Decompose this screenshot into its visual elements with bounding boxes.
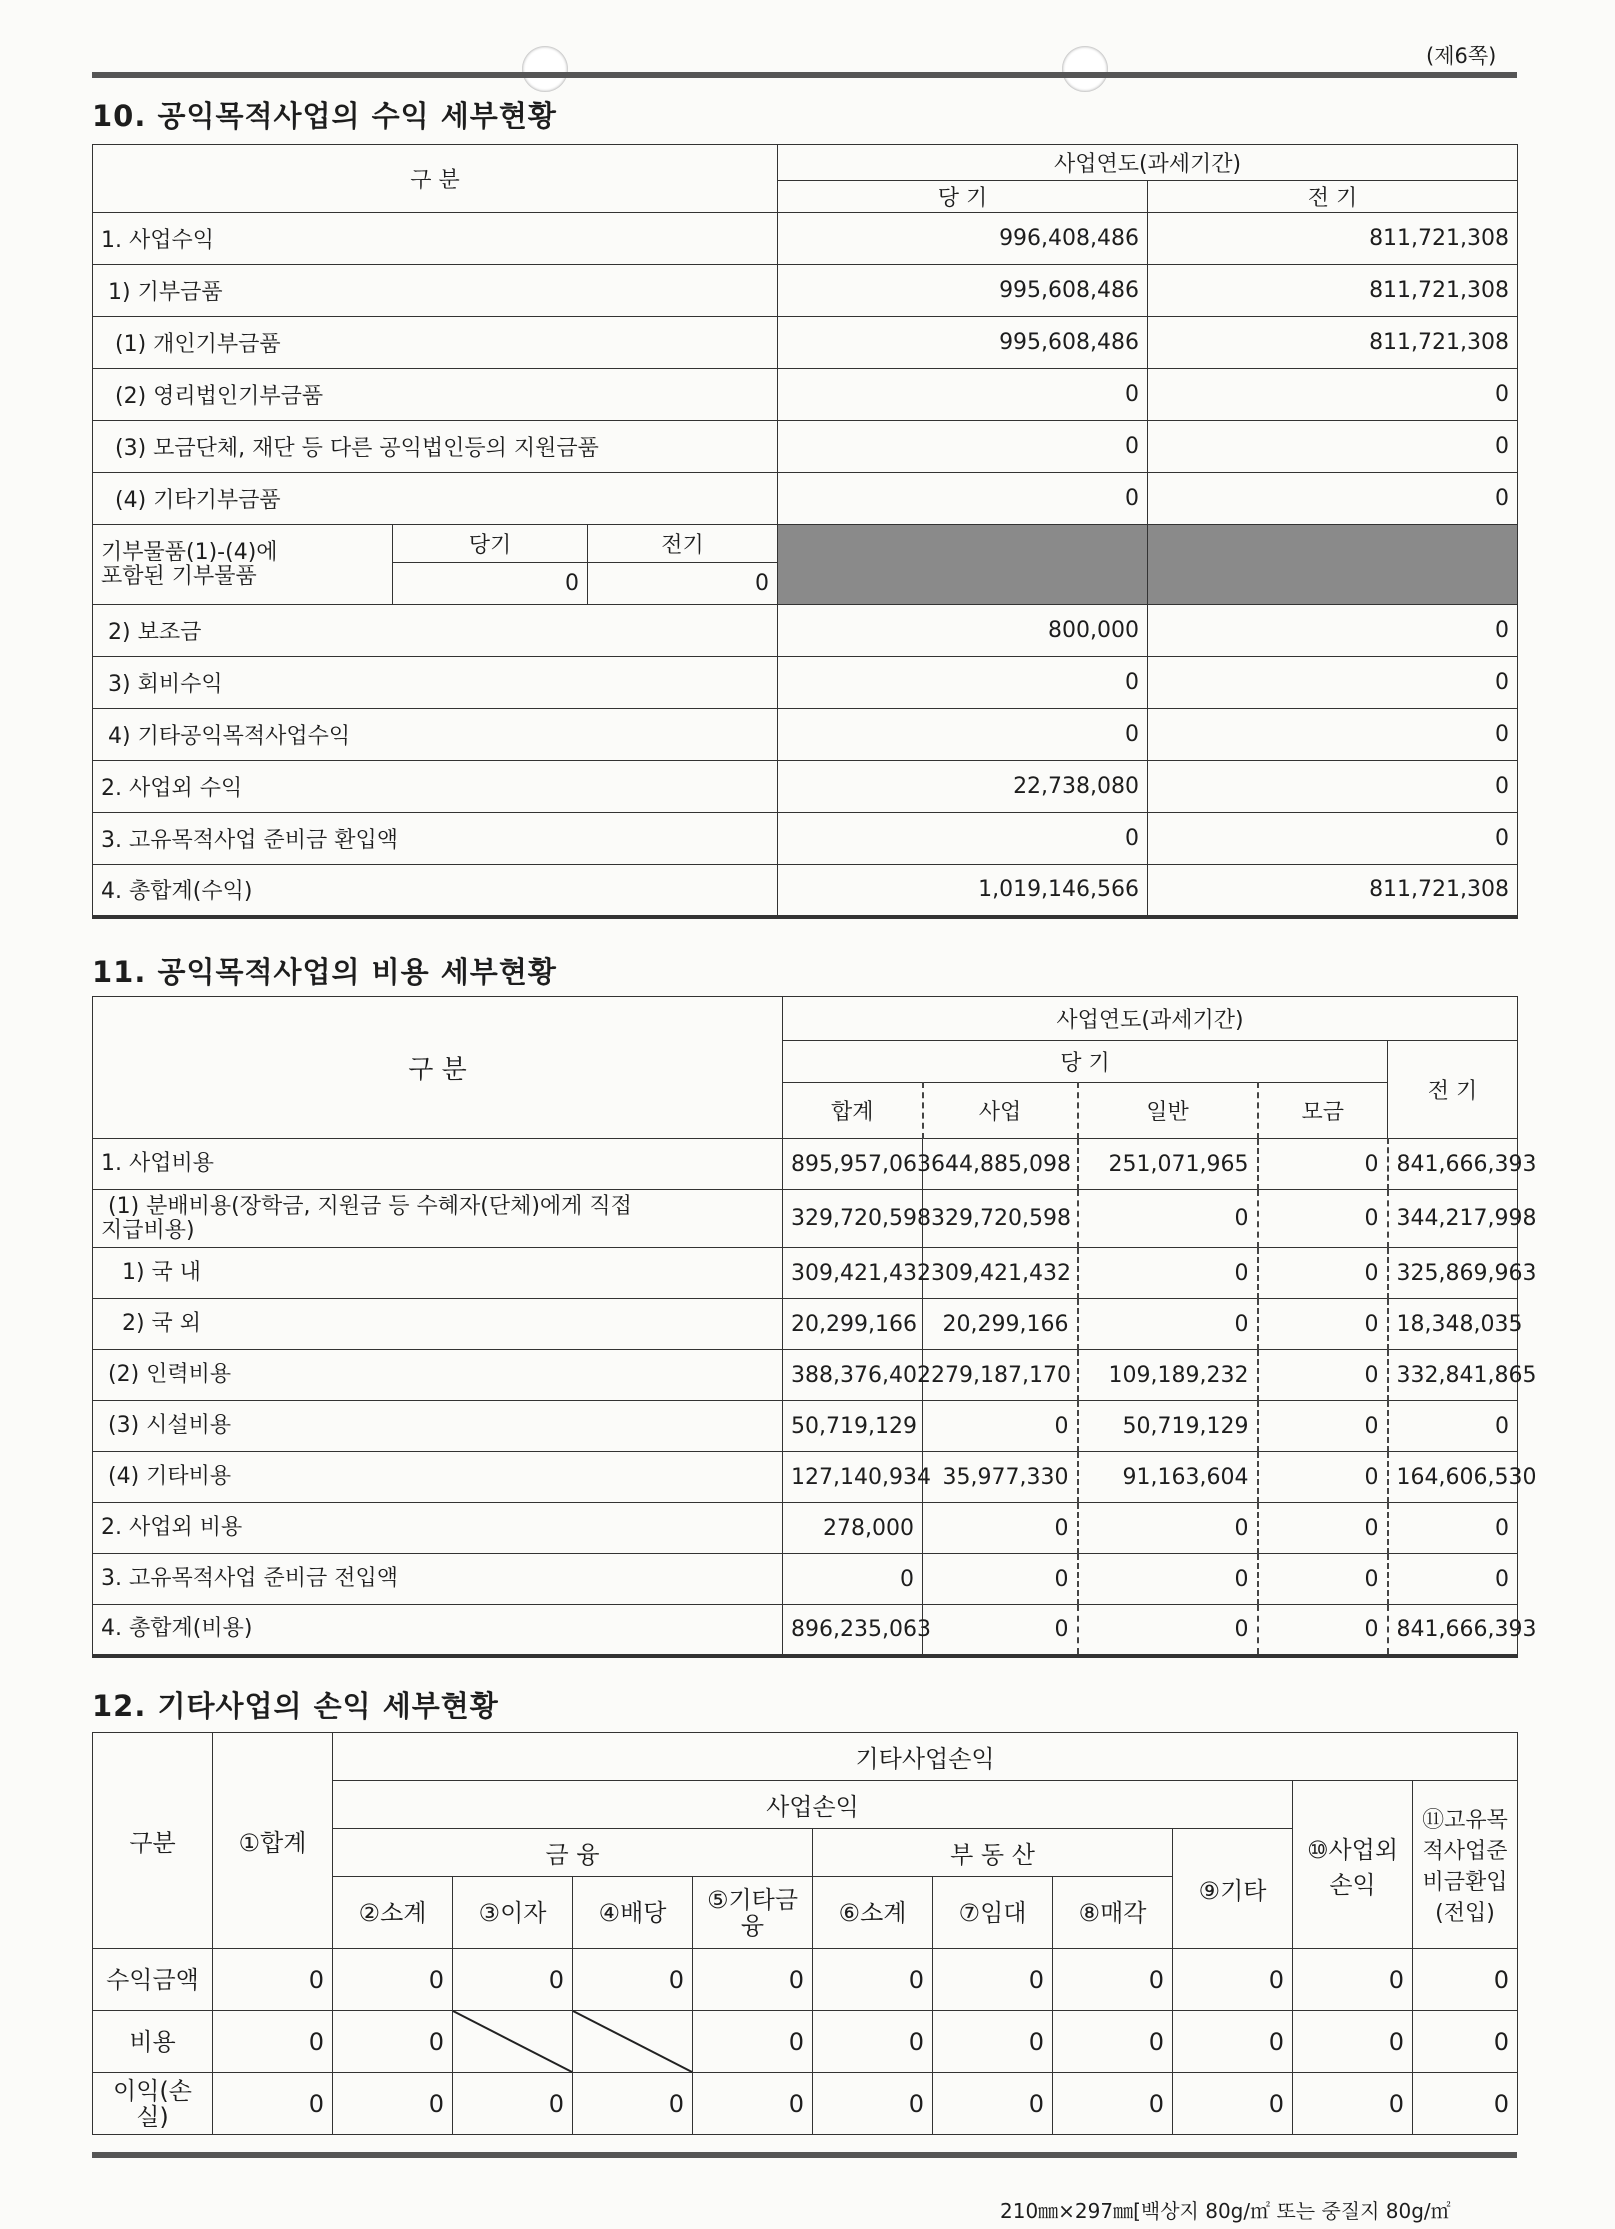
table-row <box>93 473 1518 525</box>
value-cell: 644,885,098 <box>923 1139 1078 1190</box>
shaded-cell <box>778 525 1148 605</box>
value-cell: 0 <box>1078 1248 1258 1299</box>
table-row <box>93 1503 1518 1554</box>
value-cell: 0 <box>1293 2073 1413 2135</box>
previous-value: 811,721,308 <box>1148 265 1518 317</box>
value-cell <box>453 2011 573 2073</box>
previous-value: 0 <box>1148 709 1518 761</box>
value-cell: 0 <box>213 2073 333 2135</box>
value-cell: 0 <box>923 1605 1078 1656</box>
top-rule <box>92 72 1517 78</box>
value-cell: 0 <box>693 2073 813 2135</box>
row-label: (1) 개인기부금품 <box>93 317 778 369</box>
row-label <box>93 1554 783 1605</box>
value-cell: 0 <box>213 1949 333 2011</box>
section-12-title: 12. 기타사업의 손익 세부현황 <box>92 1689 499 1723</box>
row-label <box>93 1299 783 1350</box>
row-label-text: 1. 사업비용 <box>101 1151 214 1176</box>
header-total: ①합계 <box>213 1733 333 1949</box>
current-value: 22,738,080 <box>778 761 1148 813</box>
value-cell: 20,299,166 <box>923 1299 1078 1350</box>
subheader-1: 사업 <box>923 1083 1078 1139</box>
row-label: 비용 <box>93 2011 213 2073</box>
table-row <box>93 761 1518 813</box>
diagonal-slash <box>573 2011 692 2072</box>
value-cell: 896,235,063 <box>783 1605 923 1656</box>
previous-value: 811,721,308 <box>1148 865 1518 917</box>
current-value: 995,608,486 <box>778 265 1148 317</box>
row-label: (3) 모금단체, 재단 등 다른 공익법인등의 지원금품 <box>93 421 778 473</box>
current-value: 996,408,486 <box>778 213 1148 265</box>
revenue-table <box>92 144 1518 919</box>
header-reserve: ⑪고유목적사업준비금환입(전입) <box>1413 1781 1518 1949</box>
value-cell: 841,666,393 <box>1388 1605 1518 1656</box>
header-business-profit: 사업손익 <box>333 1781 1293 1829</box>
table-row <box>93 1452 1518 1503</box>
section-11-title: 11. 공익목적사업의 비용 세부현황 <box>92 955 557 989</box>
table-row <box>93 605 1518 657</box>
row-label: 4) 기타공익목적사업수익 <box>93 709 778 761</box>
value-cell: 0 <box>1258 1299 1388 1350</box>
table-row <box>93 657 1518 709</box>
subheader-6: ⑧매각 <box>1053 1877 1173 1949</box>
table-row <box>93 421 1518 473</box>
row-label: 3) 회비수익 <box>93 657 778 709</box>
inkind-current-header: 당기 <box>393 525 588 563</box>
header-real-estate: 부 동 산 <box>813 1829 1173 1877</box>
value-cell: 0 <box>1078 1503 1258 1554</box>
current-value: 0 <box>778 421 1148 473</box>
value-cell: 251,071,965 <box>1078 1139 1258 1190</box>
value-cell: 0 <box>1258 1248 1388 1299</box>
value-cell: 0 <box>453 2073 573 2135</box>
previous-value: 0 <box>1148 421 1518 473</box>
value-cell: 0 <box>1173 2011 1293 2073</box>
row-label: 이익(손실) <box>93 2073 213 2135</box>
value-cell: 0 <box>453 1949 573 2011</box>
value-cell: 0 <box>1053 2011 1173 2073</box>
row-label <box>93 1139 783 1190</box>
table-row <box>93 1139 1518 1190</box>
value-cell: 0 <box>1293 1949 1413 2011</box>
header-current: 당 기 <box>783 1041 1388 1083</box>
current-value: 800,000 <box>778 605 1148 657</box>
table-row <box>93 213 1518 265</box>
previous-value: 0 <box>1148 473 1518 525</box>
value-cell: 0 <box>1258 1139 1388 1190</box>
row-label: (4) 기타기부금품 <box>93 473 778 525</box>
inkind-label: 기부물품(1)-(4)에 포함된 기부물품 <box>93 525 393 605</box>
row-label <box>93 1503 783 1554</box>
other-business-table <box>92 1732 1518 2135</box>
value-cell: 895,957,063 <box>783 1139 923 1190</box>
shaded-cell <box>1148 525 1518 605</box>
subheader-0: 합계 <box>783 1083 923 1139</box>
table-row <box>93 709 1518 761</box>
value-cell: 18,348,035 <box>1388 1299 1518 1350</box>
value-cell: 0 <box>1388 1503 1518 1554</box>
value-cell: 0 <box>1293 2011 1413 2073</box>
header-etc: ⑨기타 <box>1173 1829 1293 1949</box>
inkind-previous-header: 전기 <box>588 525 778 563</box>
value-cell: 0 <box>333 1949 453 2011</box>
value-cell: 0 <box>1388 1401 1518 1452</box>
value-cell: 0 <box>573 2073 693 2135</box>
value-cell: 0 <box>923 1401 1078 1452</box>
value-cell: 0 <box>813 2073 933 2135</box>
current-value: 0 <box>778 473 1148 525</box>
value-cell: 0 <box>1173 1949 1293 2011</box>
value-cell: 0 <box>1173 2073 1293 2135</box>
value-cell: 344,217,998 <box>1388 1190 1518 1248</box>
inkind-previous-value: 0 <box>588 563 778 605</box>
row-label: 4. 총합계(수익) <box>93 865 778 917</box>
value-cell: 0 <box>933 2011 1053 2073</box>
subheader-0: ②소계 <box>333 1877 453 1949</box>
expense-table <box>92 996 1537 1658</box>
previous-value: 0 <box>1148 605 1518 657</box>
current-value: 0 <box>778 657 1148 709</box>
value-cell: 0 <box>213 2011 333 2073</box>
value-cell: 0 <box>1053 1949 1173 2011</box>
header-non-business: ⑩사업외손익 <box>1293 1781 1413 1949</box>
value-cell: 0 <box>1413 2011 1518 2073</box>
value-cell: 0 <box>813 1949 933 2011</box>
current-value: 0 <box>778 813 1148 865</box>
table-row <box>93 865 1518 917</box>
table-row <box>93 2011 1518 2073</box>
row-label: 2) 보조금 <box>93 605 778 657</box>
value-cell: 0 <box>783 1554 923 1605</box>
value-cell: 841,666,393 <box>1388 1139 1518 1190</box>
current-value: 1,019,146,566 <box>778 865 1148 917</box>
paper-spec: 210㎜×297㎜[백상지 80g/㎡ 또는 중질지 80g/㎡ <box>1000 2199 1451 2223</box>
row-label-text: 4. 총합계(비용) <box>101 1616 253 1642</box>
value-cell: 0 <box>923 1554 1078 1605</box>
value-cell: 0 <box>813 2011 933 2073</box>
header-gubun: 구 분 <box>93 145 778 213</box>
previous-value: 811,721,308 <box>1148 213 1518 265</box>
row-label-text: 2) 국 외 <box>101 1311 202 1336</box>
subheader-3: ⑤기타금융 <box>693 1877 813 1949</box>
value-cell: 0 <box>1078 1605 1258 1656</box>
header-previous: 전 기 <box>1388 1041 1518 1139</box>
value-cell: 0 <box>1413 2073 1518 2135</box>
subheader-2: 일반 <box>1078 1083 1258 1139</box>
value-cell: 0 <box>1258 1401 1388 1452</box>
value-cell: 0 <box>1413 1949 1518 2011</box>
current-value: 0 <box>778 369 1148 421</box>
subheader-4: ⑥소계 <box>813 1877 933 1949</box>
row-label <box>93 1190 783 1248</box>
value-cell: 0 <box>573 1949 693 2011</box>
row-label <box>93 1401 783 1452</box>
value-cell: 309,421,432 <box>923 1248 1078 1299</box>
value-cell: 0 <box>1258 1350 1388 1401</box>
row-label: 1) 기부금품 <box>93 265 778 317</box>
punch-hole <box>1062 46 1108 92</box>
value-cell: 0 <box>933 2073 1053 2135</box>
value-cell: 309,421,432 <box>783 1248 923 1299</box>
value-cell: 0 <box>333 2011 453 2073</box>
value-cell: 0 <box>1258 1605 1388 1656</box>
table-row <box>93 1190 1518 1248</box>
current-value: 995,608,486 <box>778 317 1148 369</box>
header-gubun: 구분 <box>93 1733 213 1949</box>
value-cell: 50,719,129 <box>783 1401 923 1452</box>
page-number: (제6쪽) <box>1426 44 1497 68</box>
value-cell: 278,000 <box>783 1503 923 1554</box>
row-label: (2) 영리법인기부금품 <box>93 369 778 421</box>
value-cell: 109,189,232 <box>1078 1350 1258 1401</box>
row-label-text: (1) 분배비용(장학금, 지원금 등 수혜자(단체)에게 직접 <box>101 1193 632 1219</box>
table-row <box>93 1605 1518 1656</box>
row-label <box>93 1605 783 1656</box>
row-label-text: 지급비용) <box>101 1217 195 1243</box>
table-row <box>93 317 1518 369</box>
row-label-text: (2) 인력비용 <box>101 1362 232 1387</box>
value-cell: 20,299,166 <box>783 1299 923 1350</box>
table-row <box>93 813 1518 865</box>
value-cell: 0 <box>1078 1299 1258 1350</box>
previous-value: 0 <box>1148 657 1518 709</box>
table-row <box>93 1949 1518 2011</box>
inkind-current-value: 0 <box>393 563 588 605</box>
current-value: 0 <box>778 709 1148 761</box>
row-label-text: 2. 사업외 비용 <box>101 1515 243 1540</box>
subheader-2: ④배당 <box>573 1877 693 1949</box>
header-previous: 전 기 <box>1148 181 1518 213</box>
table-row <box>93 2073 1518 2135</box>
table-row <box>93 1248 1518 1299</box>
row-label-text: 1) 국 내 <box>101 1260 202 1285</box>
header-gubun: 구 분 <box>93 997 783 1139</box>
value-cell: 0 <box>1258 1554 1388 1605</box>
table-row <box>93 369 1518 421</box>
diagonal-slash <box>453 2011 572 2072</box>
bottom-rule <box>92 2152 1517 2158</box>
punch-hole <box>522 46 568 92</box>
header-other-business: 기타사업손익 <box>333 1733 1518 1781</box>
previous-value: 0 <box>1148 813 1518 865</box>
value-cell: 329,720,598 <box>923 1190 1078 1248</box>
value-cell: 164,606,530 <box>1388 1452 1518 1503</box>
row-label-text: (4) 기타비용 <box>101 1464 232 1489</box>
value-cell: 279,187,170 <box>923 1350 1078 1401</box>
table-row <box>93 1299 1518 1350</box>
table-row <box>93 265 1518 317</box>
value-cell: 388,376,402 <box>783 1350 923 1401</box>
value-cell: 127,140,934 <box>783 1452 923 1503</box>
value-cell <box>573 2011 693 2073</box>
row-label-text: 3. 고유목적사업 준비금 전입액 <box>101 1566 398 1591</box>
subheader-1: ③이자 <box>453 1877 573 1949</box>
value-cell: 50,719,129 <box>1078 1401 1258 1452</box>
header-current: 당 기 <box>778 181 1148 213</box>
header-year: 사업연도(과세기간) <box>783 997 1518 1041</box>
table-row <box>93 1350 1518 1401</box>
value-cell: 0 <box>693 1949 813 2011</box>
value-cell: 0 <box>1078 1554 1258 1605</box>
header-finance: 금 융 <box>333 1829 813 1877</box>
table-row <box>93 1554 1518 1605</box>
value-cell: 0 <box>1258 1503 1388 1554</box>
previous-value: 811,721,308 <box>1148 317 1518 369</box>
row-label <box>93 1452 783 1503</box>
section-10-title: 10. 공익목적사업의 수익 세부현황 <box>92 99 557 133</box>
table-row <box>93 1401 1518 1452</box>
row-label: 1. 사업수익 <box>93 213 778 265</box>
value-cell: 0 <box>933 1949 1053 2011</box>
row-label: 3. 고유목적사업 준비금 환입액 <box>93 813 778 865</box>
previous-value: 0 <box>1148 369 1518 421</box>
value-cell: 0 <box>1053 2073 1173 2135</box>
row-label <box>93 1350 783 1401</box>
value-cell: 0 <box>333 2073 453 2135</box>
value-cell: 0 <box>1078 1190 1258 1248</box>
value-cell: 329,720,598 <box>783 1190 923 1248</box>
value-cell: 332,841,865 <box>1388 1350 1518 1401</box>
row-label: 수익금액 <box>93 1949 213 2011</box>
row-label: 2. 사업외 수익 <box>93 761 778 813</box>
value-cell: 0 <box>1388 1554 1518 1605</box>
subheader-5: ⑦임대 <box>933 1877 1053 1949</box>
value-cell: 325,869,963 <box>1388 1248 1518 1299</box>
value-cell: 0 <box>1258 1190 1388 1248</box>
value-cell: 0 <box>1258 1452 1388 1503</box>
header-year: 사업연도(과세기간) <box>778 145 1518 181</box>
value-cell: 35,977,330 <box>923 1452 1078 1503</box>
previous-value: 0 <box>1148 761 1518 813</box>
row-label-text: (3) 시설비용 <box>101 1413 232 1438</box>
value-cell: 0 <box>923 1503 1078 1554</box>
value-cell: 0 <box>693 2011 813 2073</box>
row-label <box>93 1248 783 1299</box>
subheader-3: 모금 <box>1258 1083 1388 1139</box>
value-cell: 91,163,604 <box>1078 1452 1258 1503</box>
